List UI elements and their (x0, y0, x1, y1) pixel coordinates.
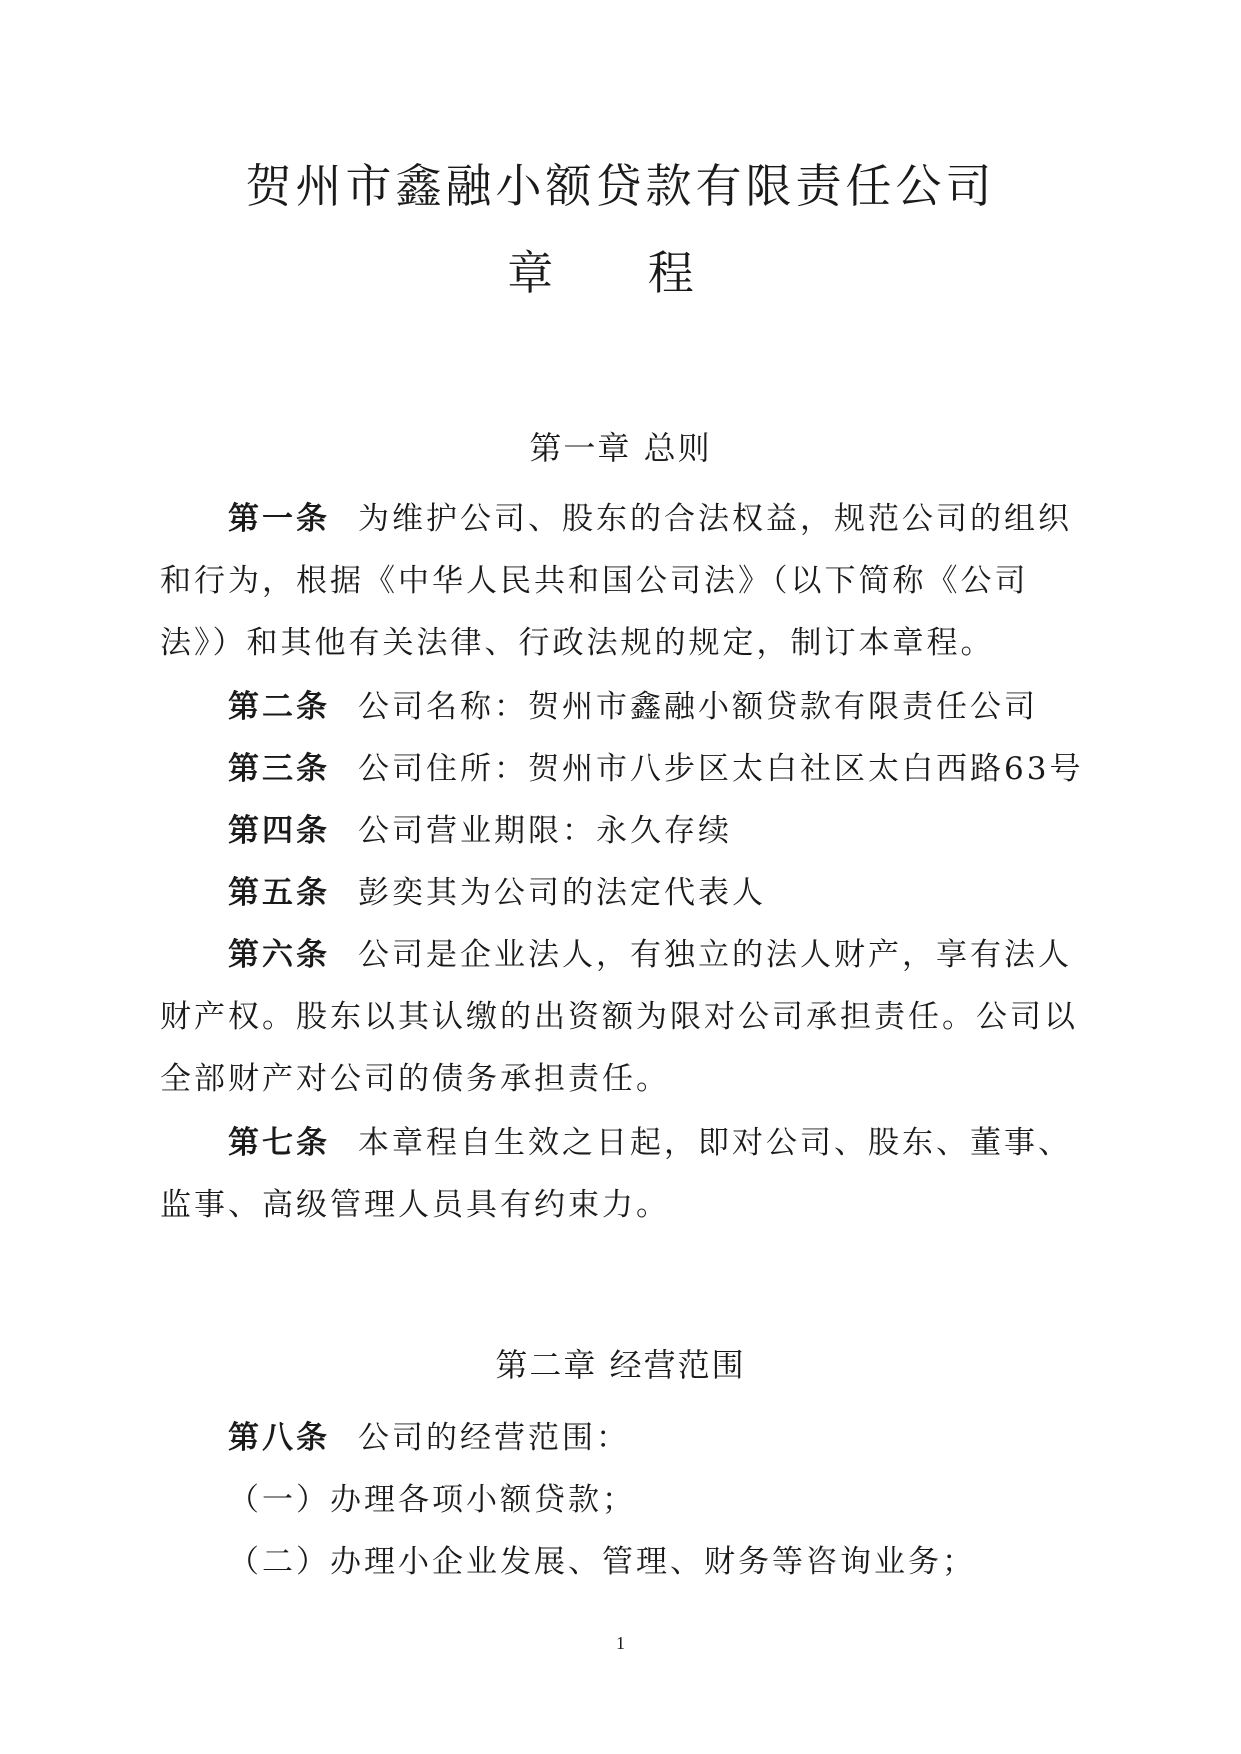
article-label: 第七条 (228, 1125, 330, 1161)
list-item: （二）办理小企业发展、管理、财务等咨询业务； (228, 1544, 976, 1580)
chapter-heading: 第二章 经营范围 (495, 1346, 746, 1384)
article-text: 公司住所：贺州市八步区太白社区太白西路63号 (358, 751, 1084, 787)
article-paragraph (160, 924, 1085, 1110)
page-number: 1 (616, 1633, 625, 1653)
article-text: 彭奕其为公司的法定代表人 (358, 875, 766, 911)
article-label: 第八条 (228, 1420, 330, 1456)
article-paragraph (160, 1112, 1085, 1236)
article-text: 公司的经营范围： (358, 1420, 630, 1456)
article-paragraph (160, 676, 1085, 738)
article-label: 第二条 (228, 689, 330, 725)
article-paragraph (160, 862, 1085, 924)
article-text: 公司是企业法人，有独立的法人财产，享有法人财产权。股东以其认缴的出资额为限对公司承担责任。公司以全部财产对公司的债务承担责任。 (160, 937, 1078, 1097)
article-text: 公司营业期限：永久存续 (358, 813, 732, 849)
article-text: 公司名称：贺州市鑫融小额贷款有限责任公司 (358, 689, 1038, 725)
article-paragraph (160, 800, 1085, 862)
article-label: 第一条 (228, 501, 330, 537)
list-item: （一）办理各项小额贷款； (228, 1482, 636, 1518)
article-label: 第三条 (228, 751, 330, 787)
article-text: 本章程自生效之日起，即对公司、股东、董事、监事、高级管理人员具有约束力。 (160, 1125, 1072, 1223)
chapter-heading: 第一章 总则 (529, 429, 712, 467)
article-label: 第五条 (228, 875, 330, 911)
article-paragraph (160, 488, 1085, 674)
article-paragraph (160, 1407, 1085, 1469)
document-title: 贺州市鑫融小额贷款有限责任公司 (245, 159, 996, 213)
article-label: 第六条 (228, 937, 330, 973)
article-text: 为维护公司、股东的合法权益，规范公司的组织和行为，根据《中华人民共和国公司法》（以下简称《公司法》）和其他有关法律、行政法规的规定，制订本章程。 (160, 501, 1072, 661)
document-subtitle: 章 程 (507, 246, 734, 300)
article-paragraph (160, 738, 1085, 800)
article-label: 第四条 (228, 813, 330, 849)
